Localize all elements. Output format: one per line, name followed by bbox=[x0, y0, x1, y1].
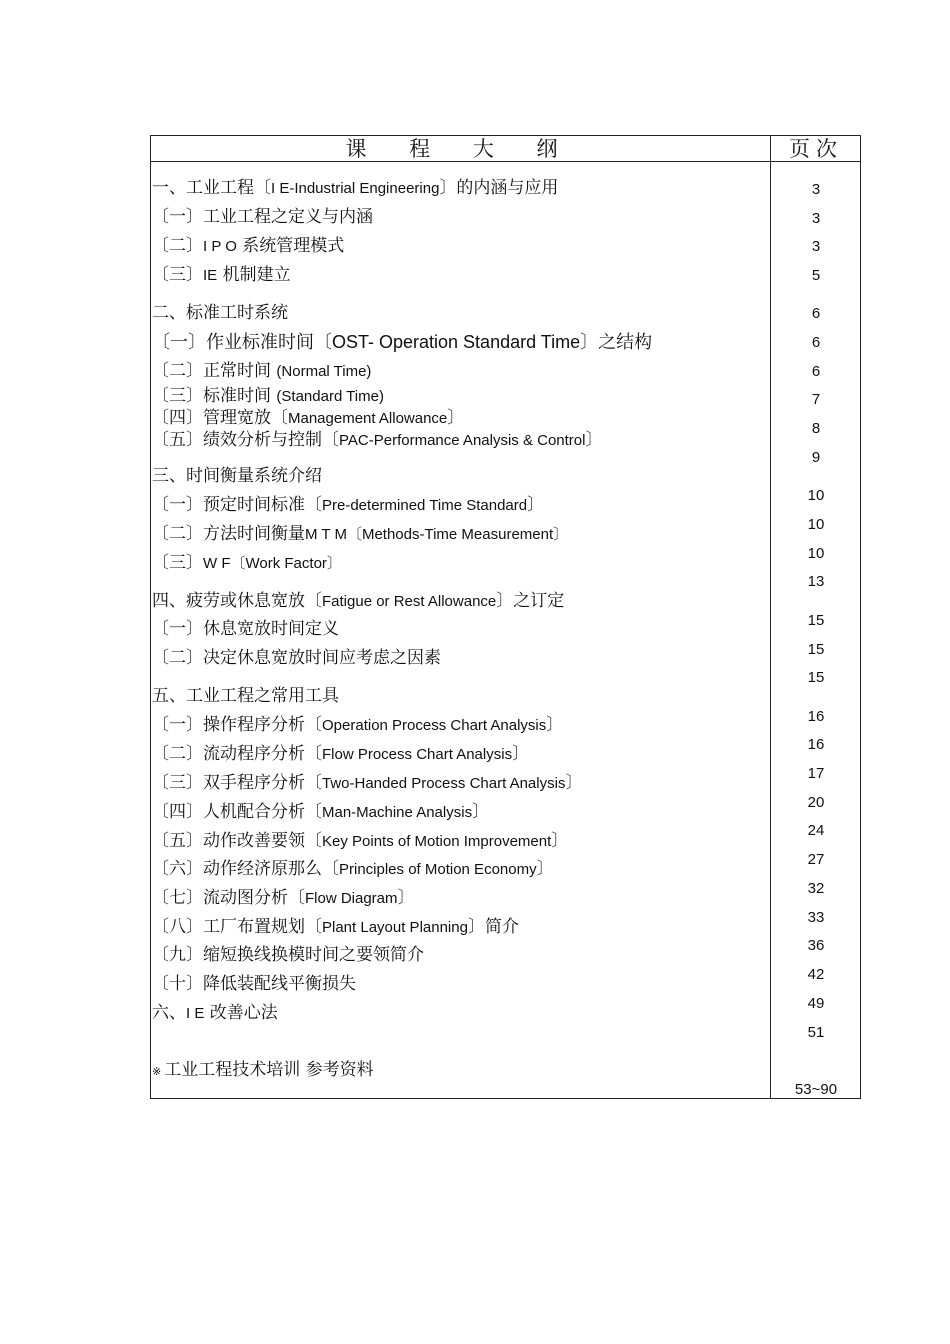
entry-chinese-text: 六、 bbox=[152, 1003, 186, 1023]
entry-english-text: Key Points of Motion Improvement bbox=[322, 833, 552, 850]
outline-entry bbox=[152, 887, 415, 909]
entry-chinese-text: 〔一〕预定时间标准〔 bbox=[152, 495, 322, 515]
entry-tail-text: 改善心法 bbox=[204, 1003, 278, 1023]
entry-tail-text: 〕之订定 bbox=[496, 591, 565, 611]
page-number: 10 bbox=[807, 516, 825, 533]
entry-tail-text: 〕 bbox=[536, 859, 554, 879]
entry-chinese-text: 四、疲劳或休息宽放〔 bbox=[152, 591, 322, 611]
outline-entry bbox=[152, 714, 563, 736]
entry-english-text: W F bbox=[203, 555, 231, 572]
outline-entry bbox=[152, 685, 339, 707]
entry-tail-text: 〕 bbox=[397, 888, 415, 908]
entry-english-text: I E bbox=[186, 1005, 205, 1022]
entry-chinese-text: 〔三〕标准时间 bbox=[152, 386, 277, 406]
page-number: 33 bbox=[807, 909, 825, 926]
entry-chinese-text: 〔五〕动作改善要领〔 bbox=[152, 831, 322, 851]
reference-mark: ※ bbox=[152, 1065, 162, 1078]
outline-entry bbox=[152, 331, 652, 353]
outline-entry bbox=[152, 523, 568, 545]
page-number: 49 bbox=[807, 995, 825, 1012]
page-number: 20 bbox=[807, 794, 825, 811]
page-number: 15 bbox=[807, 612, 825, 629]
page-number: 17 bbox=[807, 765, 825, 782]
page-number: 10 bbox=[807, 545, 825, 562]
outline-entry bbox=[152, 429, 602, 451]
page-number: 7 bbox=[811, 391, 821, 408]
entry-tail-text: 〕 bbox=[512, 744, 530, 764]
entry-chinese-text: 〔二〕正常时间 bbox=[152, 361, 277, 381]
outline-entry bbox=[152, 407, 464, 429]
page-number: 42 bbox=[807, 966, 825, 983]
entry-chinese-text: 〔二〕 bbox=[152, 236, 203, 256]
entry-chinese-text: 〔一〕工业工程之定义与内涵 bbox=[152, 207, 373, 227]
entry-english-text: Operation Process Chart Analysis bbox=[322, 717, 547, 734]
entry-chinese-text: 〔二〕决定休息宽放时间应考虑之因素 bbox=[152, 648, 441, 668]
entry-english-text: IE bbox=[203, 267, 218, 284]
entry-tail-text: 机制建立 bbox=[217, 265, 291, 285]
entry-english-text: Plant Layout Planning bbox=[322, 919, 468, 936]
outline-entry bbox=[152, 830, 568, 852]
entry-tail-text: 〕的内涵与应用 bbox=[439, 178, 559, 198]
entry-english-text: Principles of Motion Economy bbox=[339, 861, 537, 878]
outline-entry bbox=[152, 858, 554, 880]
page-column-header: 页次 bbox=[789, 137, 843, 161]
entry-tail-text: 〕 bbox=[585, 430, 603, 450]
entry-chinese-text: 〔三〕 bbox=[152, 553, 203, 573]
entry-chinese-text: 〔三〕 bbox=[152, 265, 203, 285]
entry-tail-text: 〕 bbox=[527, 495, 545, 515]
outline-entry bbox=[152, 465, 322, 487]
outline-entry bbox=[152, 647, 441, 669]
entry-tail-text: 〔Methods-Time Measurement〕 bbox=[346, 526, 569, 543]
outline-entry bbox=[152, 302, 288, 324]
page-number: 8 bbox=[811, 420, 821, 437]
entry-chinese-text: 二、标准工时系统 bbox=[152, 303, 288, 323]
entry-english-text: Flow Process Chart Analysis bbox=[322, 746, 513, 763]
outline-entry bbox=[152, 618, 339, 640]
entry-english-text: PAC-Performance Analysis & Control bbox=[339, 432, 586, 449]
entry-tail-text: 〕 bbox=[551, 831, 569, 851]
outline-entry bbox=[152, 177, 558, 199]
entry-tail-text: 系统管理模式 bbox=[236, 236, 345, 256]
page-number: 9 bbox=[811, 449, 821, 466]
entry-chinese-text: 〔十〕降低装配线平衡损失 bbox=[152, 974, 356, 994]
entry-english-text: (Normal Time) bbox=[276, 363, 372, 380]
entry-english-text: Fatigue or Rest Allowance bbox=[322, 593, 497, 610]
entry-tail-text: 〕 bbox=[546, 715, 564, 735]
entry-tail-text: 〕之结构 bbox=[580, 332, 653, 353]
page-number: 6 bbox=[811, 334, 821, 351]
entry-tail-text: 〔Work Factor〕 bbox=[230, 555, 342, 572]
entry-chinese-text: 三、时间衡量系统介绍 bbox=[152, 466, 322, 486]
outline-entry bbox=[152, 264, 291, 286]
page-number: 53~90 bbox=[794, 1081, 838, 1098]
page-number: 10 bbox=[807, 487, 825, 504]
entry-chinese-text: 〔五〕绩效分析与控制〔 bbox=[152, 430, 339, 450]
page-number: 27 bbox=[807, 851, 825, 868]
outline-entry bbox=[152, 772, 582, 794]
page-number: 5 bbox=[811, 267, 821, 284]
page-number: 3 bbox=[811, 181, 821, 198]
page-number: 13 bbox=[807, 573, 825, 590]
page-number: 24 bbox=[807, 822, 825, 839]
page-number: 3 bbox=[811, 238, 821, 255]
entry-english-text: Two-Handed Process Chart Analysis bbox=[322, 775, 566, 792]
outline-entry bbox=[152, 1002, 278, 1024]
entry-english-text: Management Allowance bbox=[288, 410, 448, 427]
outline-entry bbox=[152, 743, 529, 765]
page-number: 15 bbox=[807, 641, 825, 658]
entry-english-text: Man-Machine Analysis bbox=[322, 804, 473, 821]
entry-english-text: I E-Industrial Engineering bbox=[271, 180, 440, 197]
entry-chinese-text: 五、工业工程之常用工具 bbox=[152, 686, 339, 706]
entry-chinese-text: 〔八〕工厂布置规划〔 bbox=[152, 917, 322, 937]
entry-tail-text: 〕简介 bbox=[467, 917, 519, 937]
outline-entry bbox=[152, 1059, 374, 1081]
page-number: 3 bbox=[811, 210, 821, 227]
entry-english-text: (Standard Time) bbox=[276, 388, 384, 405]
entry-chinese-text: 〔一〕休息宽放时间定义 bbox=[152, 619, 339, 639]
entry-tail-text: 〕 bbox=[447, 408, 465, 428]
outline-entry bbox=[152, 235, 344, 257]
page-number: 51 bbox=[807, 1024, 825, 1041]
entry-chinese-text: 〔九〕缩短换线换模时间之要领简介 bbox=[152, 945, 424, 965]
outline-entry bbox=[152, 916, 519, 938]
entry-english-text: M T M bbox=[305, 526, 347, 543]
entry-chinese-text: 〔一〕操作程序分析〔 bbox=[152, 715, 322, 735]
entry-chinese-text: 〔四〕人机配合分析〔 bbox=[152, 802, 322, 822]
outline-entry bbox=[152, 206, 373, 228]
outline-entry bbox=[152, 385, 384, 407]
entry-tail-text: 〕 bbox=[565, 773, 583, 793]
entry-chinese-text: 〔二〕方法时间衡量 bbox=[152, 524, 305, 544]
entry-tail-text: 〕 bbox=[472, 802, 490, 822]
entry-english-text: I P O bbox=[203, 238, 237, 255]
page-number: 6 bbox=[811, 363, 821, 380]
entry-chinese-text: 工业工程技术培训 参考资料 bbox=[164, 1060, 374, 1080]
entry-english-text: OST- Operation Standard Time bbox=[332, 332, 581, 352]
outline-entry bbox=[152, 973, 356, 995]
outline-entry bbox=[152, 552, 342, 574]
entry-chinese-text: 〔三〕双手程序分析〔 bbox=[152, 773, 322, 793]
page-number: 16 bbox=[807, 736, 825, 753]
page-number: 36 bbox=[807, 937, 825, 954]
entry-chinese-text: 〔二〕流动程序分析〔 bbox=[152, 744, 322, 764]
entry-english-text: Flow Diagram bbox=[305, 890, 398, 907]
entry-chinese-text: 〔一〕作业标准时间〔 bbox=[152, 332, 332, 353]
outline-entry bbox=[152, 360, 371, 382]
entry-english-text: Pre-determined Time Standard bbox=[322, 497, 528, 514]
entry-chinese-text: 〔四〕管理宽放〔 bbox=[152, 408, 288, 428]
page-number: 32 bbox=[807, 880, 825, 897]
entry-chinese-text: 〔六〕动作经济原那么〔 bbox=[152, 859, 339, 879]
page-number: 6 bbox=[811, 305, 821, 322]
outline-entry bbox=[152, 494, 544, 516]
entry-chinese-text: 一、工业工程〔 bbox=[152, 178, 271, 198]
outline-header-title: 课 程 大 纲 bbox=[345, 137, 576, 161]
page-number: 15 bbox=[807, 669, 825, 686]
outline-entry bbox=[152, 801, 489, 823]
page-number: 16 bbox=[807, 708, 825, 725]
outline-entry bbox=[152, 944, 424, 966]
entry-chinese-text: 〔七〕流动图分析〔 bbox=[152, 888, 305, 908]
outline-entry bbox=[152, 590, 564, 612]
